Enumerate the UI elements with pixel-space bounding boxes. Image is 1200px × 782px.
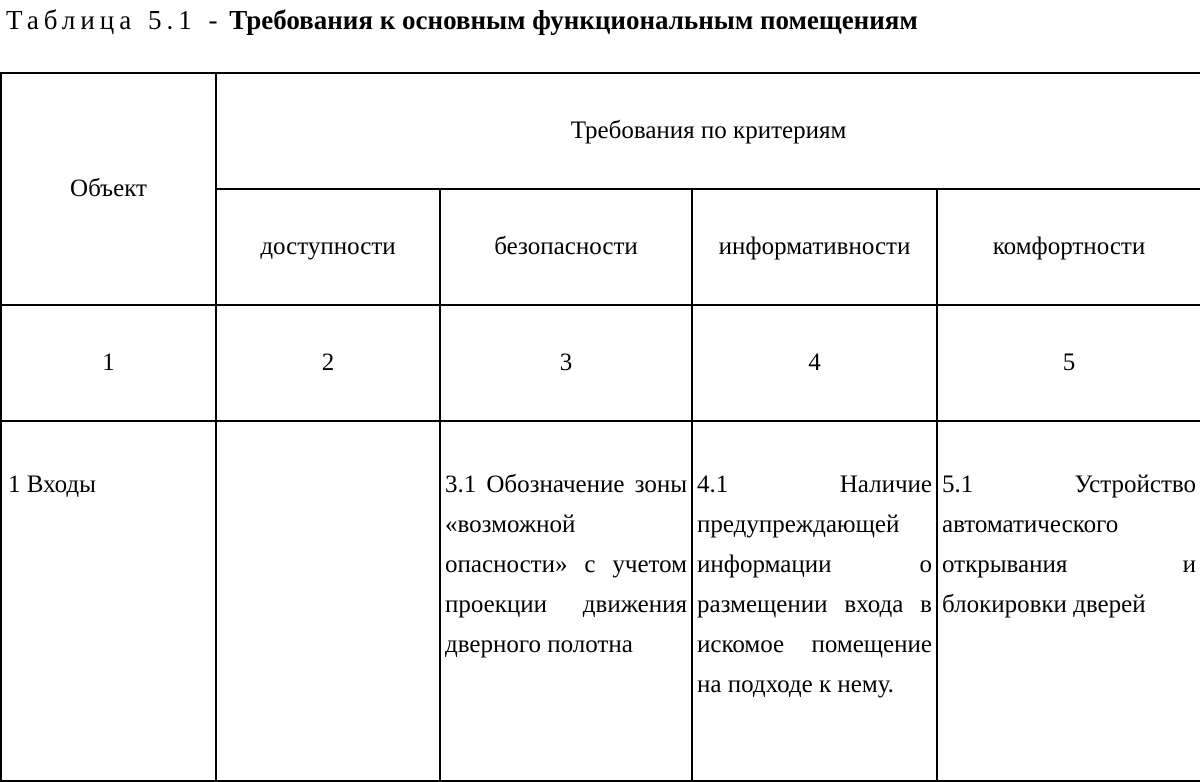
table-caption-prefix: Таблица 5.1 - xyxy=(6,5,223,35)
requirements-table xyxy=(0,72,1200,782)
row-accessibility xyxy=(216,421,440,781)
column-number-row xyxy=(1,305,1200,421)
table-row xyxy=(1,421,1200,781)
row-safety: 3.1 Обозначение зоны «возможной опасности» с учетом проекции движения дверного полотна xyxy=(440,421,692,781)
table-caption xyxy=(6,4,918,36)
column-number: 4 xyxy=(692,305,937,421)
table-caption-title: Требования к основным функциональным помещениям xyxy=(229,5,918,35)
criterion-informativeness: информативности xyxy=(692,189,937,305)
object-header: Объект xyxy=(1,73,216,305)
row-informativeness: 4.1 Наличие предупреждающей информации о размещении входа в искомое помещение на подходе к нему. xyxy=(692,421,937,781)
criterion-accessibility: доступности xyxy=(216,189,440,305)
criteria-header: Требования по критериям xyxy=(216,73,1200,189)
row-object: 1 Входы xyxy=(1,421,216,781)
column-number: 5 xyxy=(937,305,1200,421)
column-number: 1 xyxy=(1,305,216,421)
criterion-comfort: комфортности xyxy=(937,189,1200,305)
row-comfort: 5.1 Устройство автоматического открывания и блокировки дверей xyxy=(937,421,1200,781)
header-row-criteria xyxy=(1,73,1200,189)
criterion-safety: безопасности xyxy=(440,189,692,305)
column-number: 2 xyxy=(216,305,440,421)
column-number: 3 xyxy=(440,305,692,421)
